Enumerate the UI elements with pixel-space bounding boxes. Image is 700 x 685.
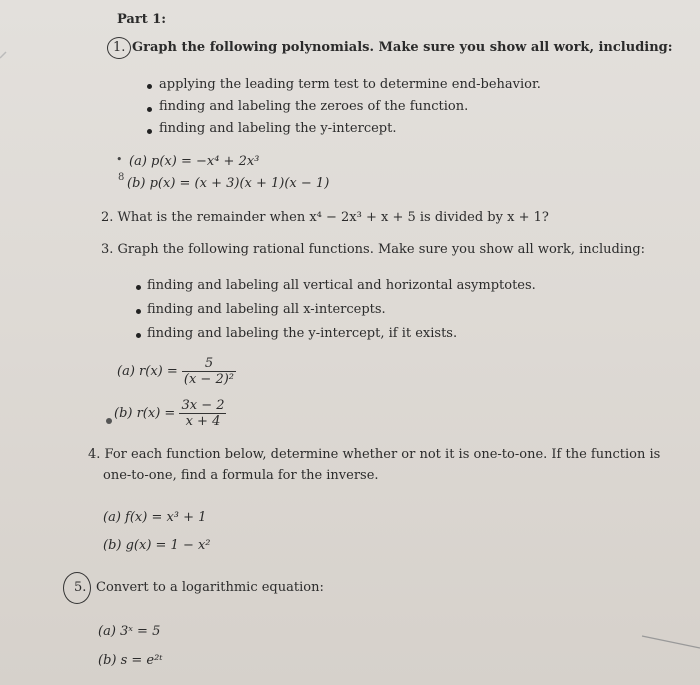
q4-part-a: (a) f(x) = x³ + 1: [103, 510, 207, 525]
q3-bullet-2: finding and labeling all x-intercepts.: [147, 302, 386, 317]
q3-b-denominator: x + 4: [179, 413, 226, 429]
q3-a-numerator: 5: [204, 356, 214, 371]
handwritten-mark: 8: [118, 172, 125, 183]
q4-line-1: 4. For each function below, determine whether or not it is one-to-one. If the function is: [88, 447, 661, 462]
q5-part-b: (b) s = e²ᵗ: [98, 653, 163, 668]
q1-prompt: Graph the following polynomials. Make sure you show all work, including:: [132, 40, 673, 55]
q3-a-lhs: (a) r(x) =: [117, 364, 178, 379]
q3-a-denominator: (x − 2)²: [183, 372, 235, 387]
page-edge-mark: [0, 52, 6, 58]
q4-part-b: (b) g(x) = 1 − x²: [103, 538, 211, 553]
part-title: Part 1:: [117, 12, 167, 27]
q3-bullet-3: finding and labeling the y-intercept, if it exists.: [147, 326, 458, 341]
q1-part-a: (a) p(x) = −x⁴ + 2x³: [129, 154, 260, 169]
q5-part-a: (a) 3ˣ = 5: [98, 624, 161, 639]
q5-number: 5.: [74, 580, 87, 595]
q1-bullet-1: applying the leading term test to determine end-behavior.: [159, 77, 541, 92]
q4-line-2: one-to-one, find a formula for the inverse.: [103, 468, 379, 483]
q3-b-lhs: (b) r(x) =: [114, 406, 176, 421]
handwritten-mark: •: [116, 153, 123, 166]
q1-bullet-2: finding and labeling the zeroes of the function.: [159, 99, 469, 114]
q3-b-numerator: 3x − 2: [181, 398, 225, 413]
q1-part-b: (b) p(x) = (x + 3)(x + 1)(x − 1): [127, 176, 330, 191]
q5-prompt: Convert to a logarithmic equation:: [96, 580, 324, 595]
q1-number: 1.: [113, 40, 126, 55]
q3-prompt: 3. Graph the following rational functions. Make sure you show all work, including:: [101, 242, 646, 257]
q1-bullet-3: finding and labeling the y-intercept.: [159, 121, 397, 136]
q3-bullet-1: finding and labeling all vertical and horizontal asymptotes.: [147, 278, 536, 293]
q2-text: 2. What is the remainder when x⁴ − 2x³ + x + 5 is divided by x + 1?: [101, 210, 549, 225]
pencil-mark: [642, 636, 700, 648]
